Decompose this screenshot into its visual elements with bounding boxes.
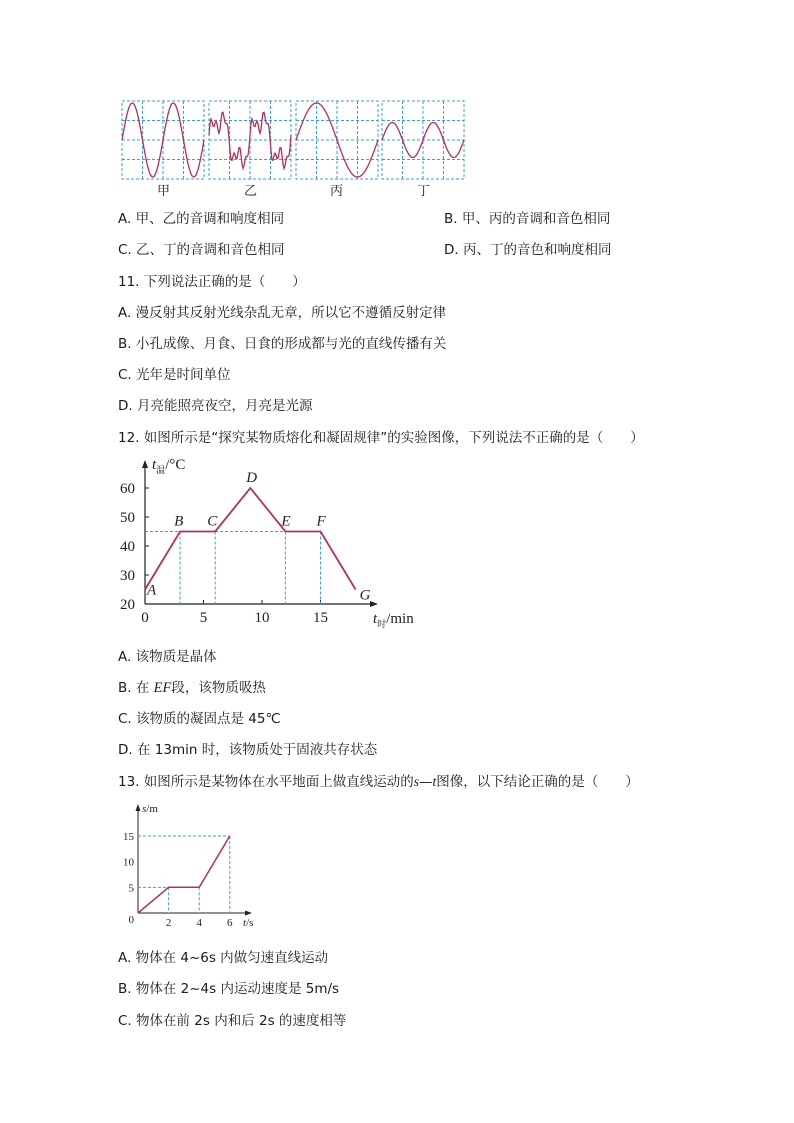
y-axis-label-sub: 温 bbox=[156, 465, 166, 475]
waveform-grids bbox=[122, 101, 464, 179]
y-tick-label: 40 bbox=[120, 539, 135, 555]
point-label-c: C bbox=[207, 513, 218, 530]
waveform-label-ding: 丁 bbox=[417, 184, 431, 199]
x-axis-label-main: t bbox=[243, 917, 247, 929]
q12-stem: 12. 如图所示是“探究某物质熔化和凝固规律”的实验图像，下列说法不正确的是（ ） bbox=[118, 430, 644, 446]
q12-option-b[interactable] bbox=[118, 676, 266, 697]
data-line bbox=[138, 836, 230, 913]
y-axis-label-unit: /m bbox=[146, 803, 158, 815]
x-tick-label: 5 bbox=[199, 610, 208, 626]
q13-option-a[interactable]: A. 物体在 4~6s 内做匀速直线运动 bbox=[118, 950, 329, 966]
waveform-figure bbox=[118, 98, 468, 198]
q11-option-b[interactable]: B. 小孔成像、月食、日食的形成都与光的直线传播有关 bbox=[118, 336, 447, 352]
point-label-e: E bbox=[281, 513, 291, 530]
x-axis-arrow bbox=[245, 911, 252, 916]
y-tick-label: 20 bbox=[120, 597, 135, 613]
q12-option-b-suffix: 段，该物质吸热 bbox=[171, 680, 266, 696]
waveform-label-yi: 乙 bbox=[244, 184, 258, 199]
q10-option-d[interactable]: D. 丙、丁的音色和响度相同 bbox=[444, 242, 612, 258]
q11-option-c[interactable]: C. 光年是时间单位 bbox=[118, 367, 231, 383]
x-axis-label-unit: /s bbox=[246, 917, 254, 929]
x-axis-arrow bbox=[370, 601, 378, 607]
q10-option-b[interactable]: B. 甲、丙的音调和音色相同 bbox=[444, 211, 611, 227]
q13-stem bbox=[118, 770, 639, 790]
q12-option-d[interactable]: D. 在 13min 时，该物质处于固液共存状态 bbox=[118, 742, 378, 758]
x-tick-label: 10 bbox=[254, 610, 270, 626]
q11-stem: 11. 下列说法正确的是（ ） bbox=[118, 274, 306, 290]
y-axis-arrow bbox=[136, 804, 141, 811]
q13-stem-dash: — bbox=[419, 774, 433, 790]
q13-option-b[interactable]: B. 物体在 2~4s 内运动速度是 5m/s bbox=[118, 981, 340, 997]
x-tick-label: 15 bbox=[313, 610, 328, 626]
y-tick-label: 30 bbox=[120, 568, 135, 584]
point-label-f: F bbox=[316, 513, 326, 530]
y-axis-label-unit: /°C bbox=[165, 457, 186, 473]
q10-option-a[interactable]: A. 甲、乙的音调和响度相同 bbox=[118, 211, 285, 227]
q11-option-a[interactable]: A. 漫反射其反射光线杂乱无章，所以它不遵循反射定律 bbox=[118, 305, 447, 321]
q12-option-b-segment: EF bbox=[153, 680, 172, 696]
q12-option-b-prefix: B. 在 bbox=[118, 680, 150, 696]
q10-option-c[interactable]: C. 乙、丁的音调和音色相同 bbox=[118, 242, 285, 258]
y-tick-label: 50 bbox=[120, 510, 135, 526]
point-label-a: A bbox=[147, 582, 157, 599]
y-axis-label-main: t bbox=[152, 457, 157, 473]
y-tick-label: 60 bbox=[120, 481, 135, 497]
q12-option-a[interactable]: A. 该物质是晶体 bbox=[118, 649, 217, 665]
x-tick-label: 4 bbox=[196, 917, 202, 929]
x-tick-label: 0 bbox=[141, 610, 149, 626]
waveform-label-bing: 丙 bbox=[330, 184, 344, 199]
x-axis-label-main: t bbox=[373, 611, 378, 627]
q13-option-c[interactable]: C. 物体在前 2s 内和后 2s 的速度相等 bbox=[118, 1013, 347, 1029]
x-axis-label bbox=[243, 917, 253, 929]
waveform-label-jia: 甲 bbox=[157, 184, 171, 199]
q13-stem-suffix: 图像，以下结论正确的是（ ） bbox=[436, 774, 639, 790]
q13-stem-prefix: 13. 如图所示是某物体在水平地面上做直线运动的 bbox=[118, 774, 414, 790]
y-axis-label bbox=[152, 457, 185, 475]
y-tick-label: 5 bbox=[128, 882, 134, 895]
q12-option-c[interactable]: C. 该物质的凝固点是 45℃ bbox=[118, 711, 281, 727]
y-axis-label bbox=[142, 803, 158, 815]
distance-time-chart bbox=[118, 798, 278, 933]
melting-curve-chart bbox=[118, 452, 428, 632]
x-tick-label: 2 bbox=[165, 917, 172, 929]
data-line bbox=[145, 488, 356, 590]
x-axis-label-unit: /min bbox=[386, 611, 414, 627]
point-label-b: B bbox=[174, 513, 184, 530]
y-tick-label: 10 bbox=[123, 856, 134, 869]
y-tick-label: 15 bbox=[123, 831, 134, 844]
origin-label: 0 bbox=[128, 914, 134, 926]
q13-stem-s: s bbox=[413, 774, 420, 789]
point-label-g: G bbox=[359, 587, 371, 604]
y-axis-arrow bbox=[142, 460, 148, 468]
x-axis-label bbox=[373, 611, 414, 629]
x-tick-label: 6 bbox=[227, 917, 233, 929]
y-axis-label-main: s bbox=[142, 803, 147, 815]
q11-option-d[interactable]: D. 月亮能照亮夜空，月亮是光源 bbox=[118, 398, 313, 414]
q13-stem-t: t bbox=[432, 774, 437, 789]
point-label-d: D bbox=[246, 470, 258, 486]
x-axis-label-sub: 时 bbox=[377, 619, 387, 629]
